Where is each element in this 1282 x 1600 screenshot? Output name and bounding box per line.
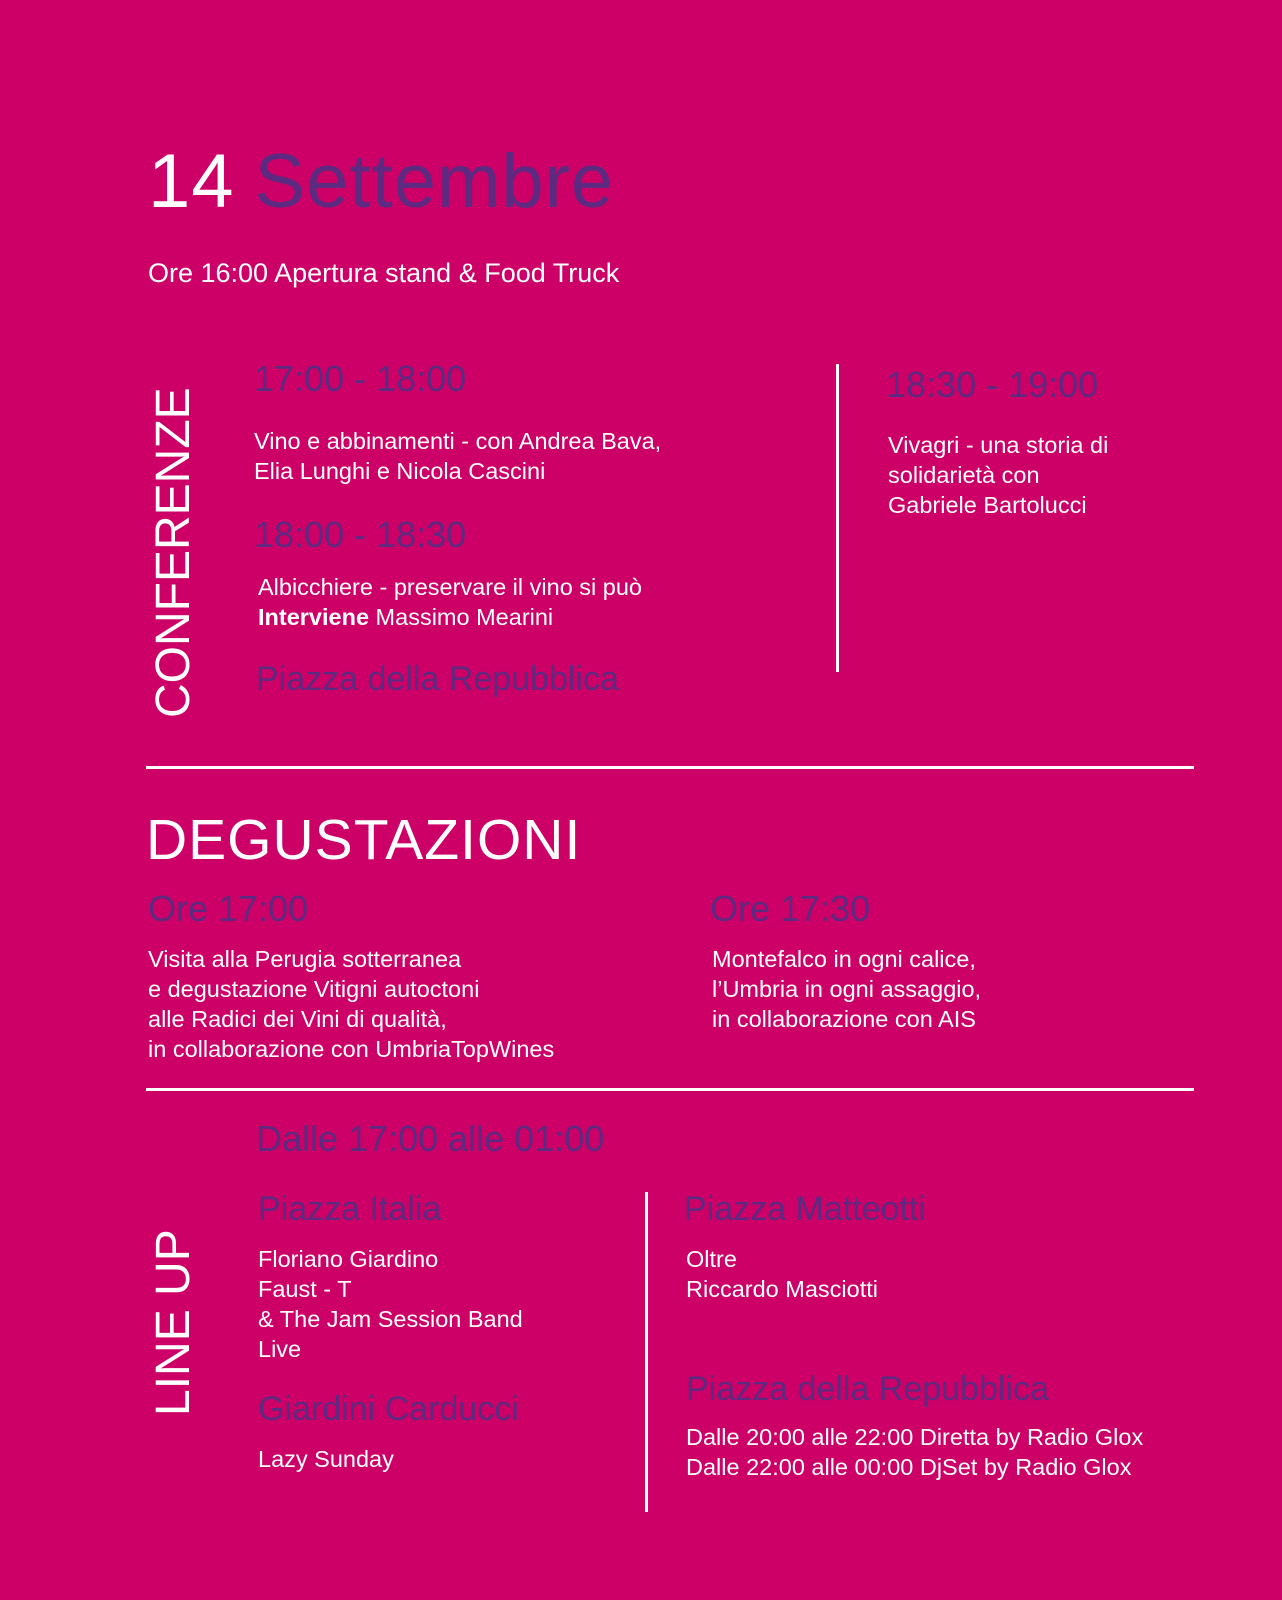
degus-left-line3: alle Radici dei Vini di qualità, [148, 1006, 447, 1032]
lineup-italia-line2: Faust - T [258, 1276, 352, 1302]
conf-slot1-time: 17:00 - 18:00 [254, 358, 467, 399]
lineup-carducci-title: Giardini Carducci [258, 1390, 519, 1428]
lineup-repubblica-line2: Dalle 22:00 alle 00:00 DjSet by Radio Glox [686, 1454, 1132, 1480]
lineup-matteotti-line1: Oltre [686, 1246, 737, 1272]
degus-left-line4: in collaborazione con UmbriaTopWines [148, 1036, 555, 1062]
lineup-italia-line1: Floriano Giardino [258, 1246, 439, 1272]
degus-left-line1: Visita alla Perugia sotterranea [148, 946, 462, 972]
lineup-italia-title: Piazza Italia [258, 1190, 442, 1228]
lineup-repubblica-title: Piazza della Repubblica [686, 1370, 1049, 1408]
conferenze-divider [836, 364, 839, 672]
degus-left-line2: e degustazione Vitigni autoctoni [148, 976, 480, 1002]
degus-left-time: Ore 17:00 [148, 888, 309, 929]
conf-slot2-rest: Massimo Mearini [369, 604, 554, 630]
degus-right-time: Ore 17:30 [710, 888, 871, 929]
lineup-matteotti-line2: Riccardo Masciotti [686, 1276, 878, 1302]
conf-slot2-time: 18:00 - 18:30 [254, 514, 467, 555]
lineup-divider [645, 1192, 648, 1512]
lineup-italia-line4: Live [258, 1336, 302, 1362]
conferenze-label: CONFERENZE [147, 387, 200, 718]
degus-right-line2: l’Umbria in ogni assaggio, [712, 976, 982, 1002]
section-divider-1 [146, 766, 1194, 769]
lineup-matteotti-title: Piazza Matteotti [684, 1190, 926, 1228]
conf-slot1-line2: Elia Lunghi e Nicola Cascini [254, 458, 546, 484]
conf-slot3-line1: Vivagri - una storia di [888, 432, 1109, 458]
date-heading [148, 140, 614, 224]
conf-slot3-time: 18:30 - 19:00 [886, 364, 1099, 405]
lineup-repubblica-line1: Dalle 20:00 alle 22:00 Diretta by Radio Glox [686, 1424, 1144, 1450]
opening-text: Ore 16:00 Apertura stand & Food Truck [148, 258, 620, 288]
conf-location: Piazza della Repubblica [256, 660, 619, 698]
lineup-italia-line3: & The Jam Session Band [258, 1306, 523, 1332]
degus-right-line3: in collaborazione con AIS [712, 1006, 976, 1032]
conf-slot3-line2: solidarietà con [888, 462, 1040, 488]
degustazioni-title: DEGUSTAZIONI [146, 808, 582, 872]
lineup-hours: Dalle 17:00 alle 01:00 [256, 1118, 605, 1159]
conf-slot2-line2 [258, 602, 553, 632]
conf-slot2-bold: Interviene [258, 604, 370, 630]
degus-right-line1: Montefalco in ogni calice, [712, 946, 976, 972]
conf-slot3-line3: Gabriele Bartolucci [888, 492, 1087, 518]
section-divider-2 [146, 1088, 1194, 1091]
day-number: 14 [148, 139, 235, 224]
lineup-carducci-line1: Lazy Sunday [258, 1446, 394, 1472]
conf-slot2-line1: Albicchiere - preservare il vino si può [258, 574, 642, 600]
month-name: Settembre [254, 139, 615, 224]
lineup-label: LINE UP [147, 1229, 200, 1416]
conf-slot1-line1: Vino e abbinamenti - con Andrea Bava, [254, 428, 662, 454]
